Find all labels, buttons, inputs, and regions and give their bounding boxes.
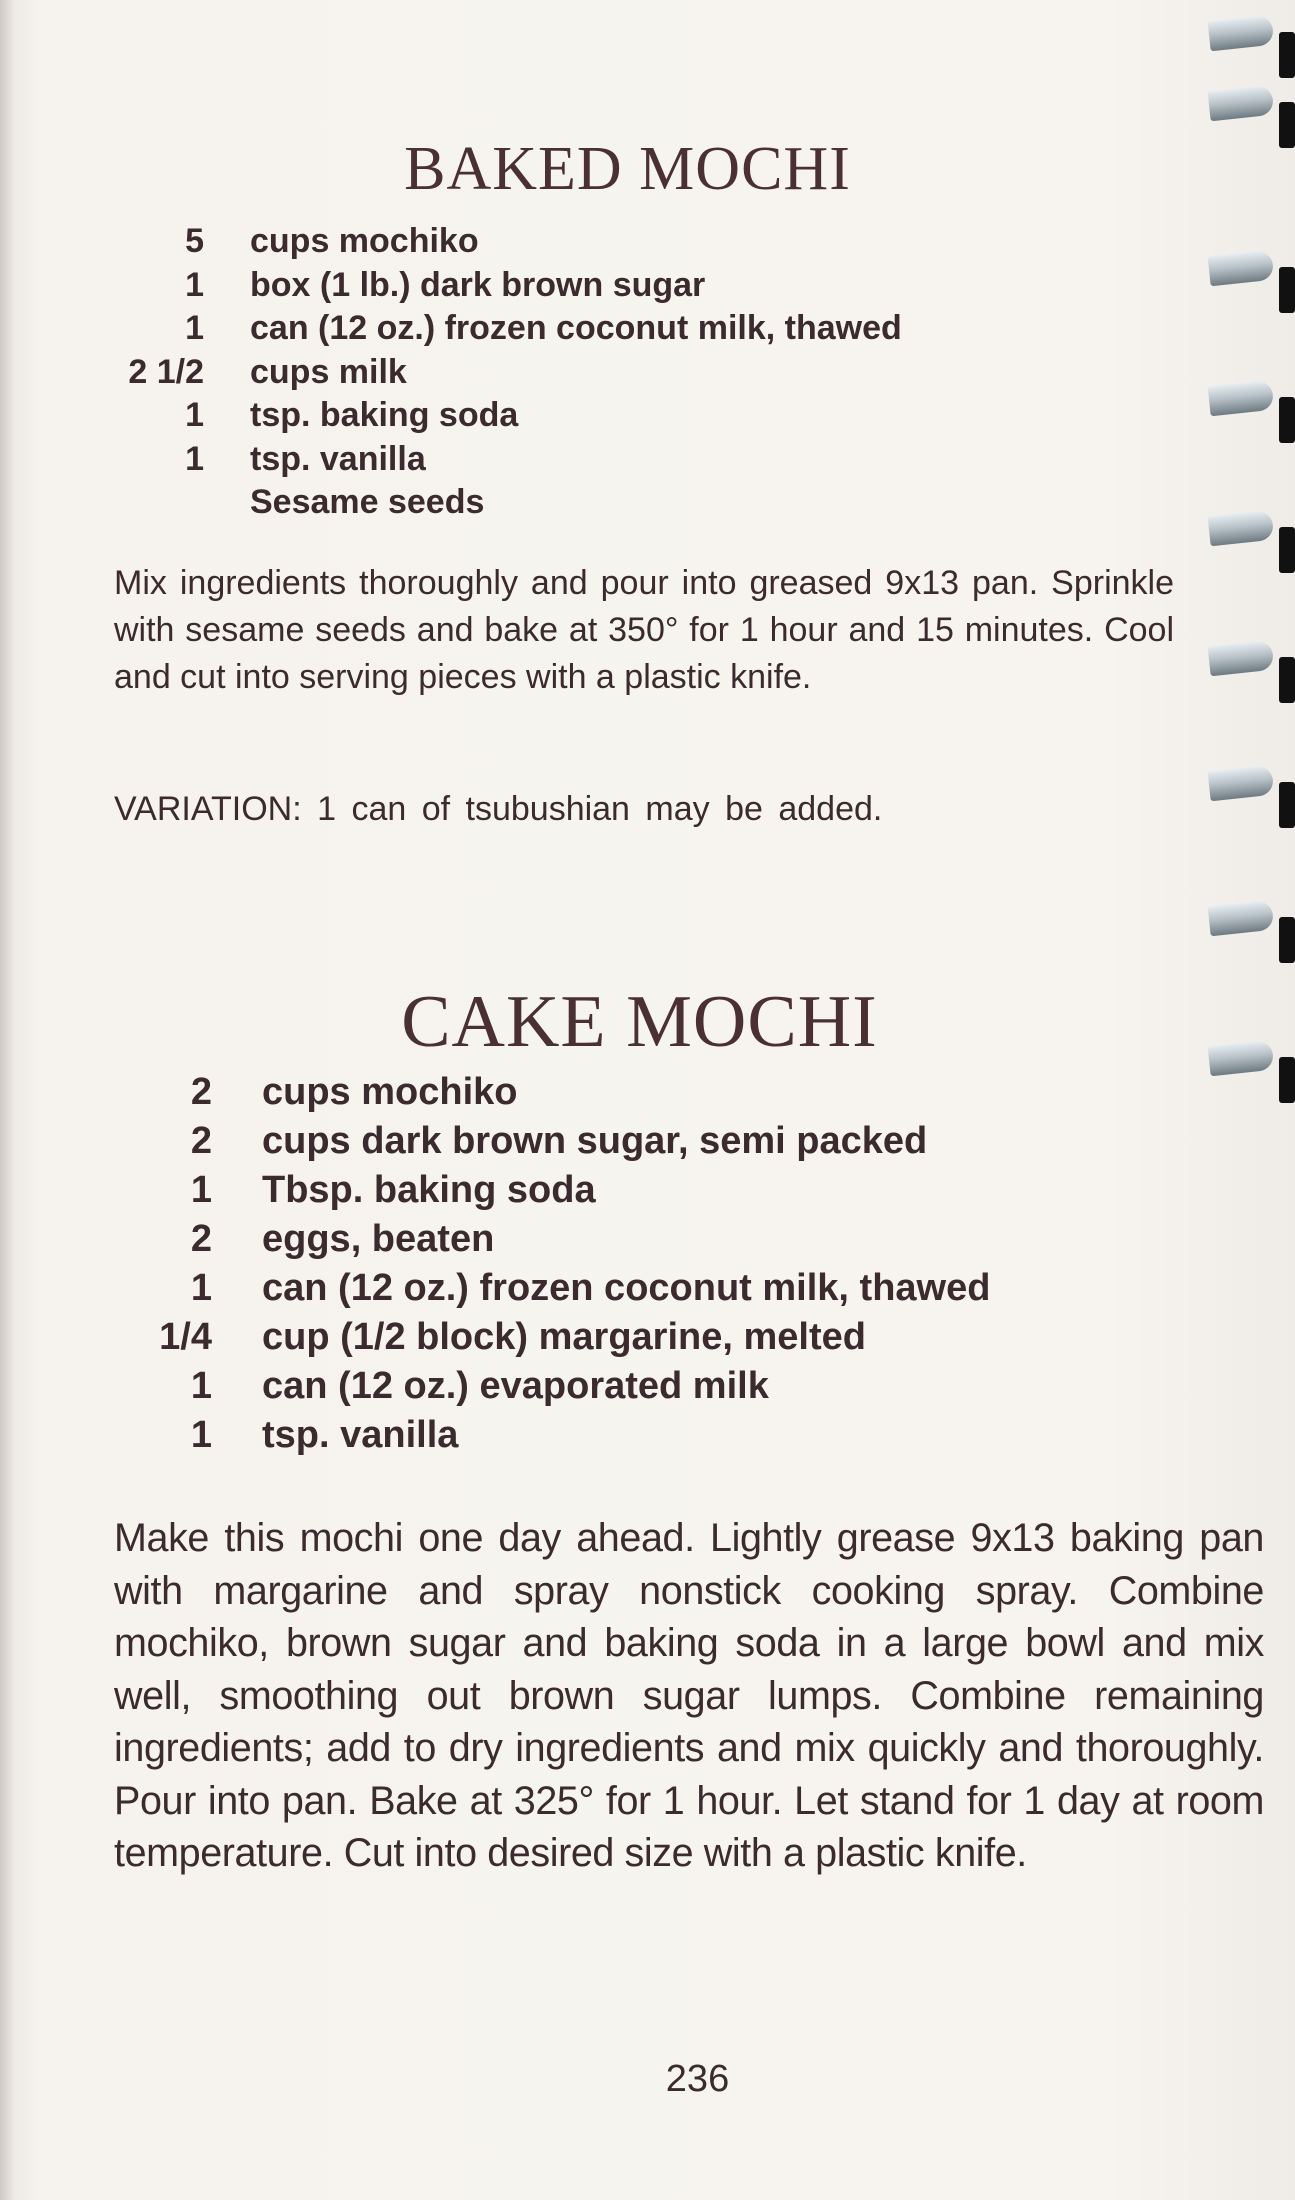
ingredient-item: cups mochiko <box>250 222 479 260</box>
ingredient-item: Sesame seeds <box>250 483 485 521</box>
ingredient-row <box>140 1411 990 1460</box>
page-edge-shadow <box>0 0 14 2200</box>
ingredient-qty: 2 1/2 <box>128 352 204 391</box>
ingredient-qty: 1 <box>190 1365 212 1407</box>
ingredient-row <box>140 1068 990 1117</box>
ingredient-row <box>110 438 902 482</box>
baked-mochi-variation: VARIATION: 1 can of tsubushian may be added. <box>114 790 883 828</box>
binding-coil <box>1209 1035 1295 1091</box>
cake-mochi-ingredients <box>140 1068 990 1460</box>
ingredient-row <box>110 307 902 351</box>
baked-mochi-ingredients <box>110 220 902 525</box>
ingredient-item: can (12 oz.) frozen coconut milk, thawed <box>262 1267 991 1309</box>
spiral-binding <box>1205 0 1295 1150</box>
ingredient-item: can (12 oz.) evaporated milk <box>262 1365 769 1407</box>
ingredient-qty: 1 <box>185 396 204 434</box>
ingredient-row <box>110 351 902 395</box>
baked-mochi-directions: Mix ingredients thoroughly and pour into greased 9x13 pan. Sprinkle with sesame seeds and bake at 350° for 1 hour and 15 minutes. Cool and cut into serving pieces with a plastic knife. <box>114 564 1174 696</box>
ingredient-item: tsp. vanilla <box>262 1414 459 1456</box>
ingredient-item: cups mochiko <box>262 1071 518 1113</box>
binding-coil <box>1209 10 1295 66</box>
ingredient-qty: 1 <box>190 1414 212 1456</box>
ingredient-row <box>110 264 902 308</box>
ingredient-row <box>140 1166 990 1215</box>
ingredient-row <box>140 1117 990 1166</box>
ingredient-row <box>140 1362 990 1411</box>
ingredient-item: box (1 lb.) dark brown sugar <box>250 265 706 304</box>
ingredient-row <box>110 481 902 525</box>
ingredient-qty: 5 <box>185 222 204 260</box>
cake-mochi-directions: Make this mochi one day ahead. Lightly grease 9x13 baking pan with margarine and spray nonstick cooking spray. Combine mochiko, brown sugar and baking soda in a large bowl and mix well, smoothing out brown sugar lumps. Combine remaining ingredients; add to dry ingredients and mix quickly and thoroughly. Pour into pan. Bake at 325° for 1 hour. Let stand for 1 day at room temperature. Cut into desired size with a plastic knife. <box>114 1516 1264 1875</box>
binding-coil <box>1209 895 1295 951</box>
binding-coil <box>1209 505 1295 561</box>
ingredient-qty: 1 <box>190 1267 212 1309</box>
ingredient-row <box>110 394 902 438</box>
ingredient-row <box>110 220 902 264</box>
ingredient-qty: 1 <box>190 1169 212 1211</box>
binding-coil <box>1209 760 1295 816</box>
binding-coil <box>1209 635 1295 691</box>
cake-mochi-title: CAKE MOCHI <box>401 980 878 1063</box>
ingredient-qty: 1 <box>185 439 204 478</box>
ingredient-row <box>140 1313 990 1362</box>
ingredient-qty: 1/4 <box>159 1316 212 1358</box>
ingredient-item: cup (1/2 block) margarine, melted <box>262 1316 866 1358</box>
page-number: 236 <box>665 2058 730 2100</box>
ingredient-item: cups dark brown sugar, semi packed <box>262 1120 928 1162</box>
ingredient-item: can (12 oz.) frozen coconut milk, thawed <box>250 309 902 347</box>
ingredient-qty: 2 <box>190 1071 212 1113</box>
ingredient-qty: 1 <box>185 265 204 304</box>
binding-coil <box>1209 80 1295 136</box>
ingredient-qty: 2 <box>190 1218 212 1260</box>
ingredient-item: tsp. vanilla <box>250 439 426 478</box>
ingredient-row <box>140 1215 990 1264</box>
ingredient-qty: 2 <box>190 1120 212 1162</box>
ingredient-item: cups milk <box>250 352 407 391</box>
ingredient-qty: 1 <box>185 309 204 347</box>
ingredient-item: tsp. baking soda <box>250 396 519 434</box>
baked-mochi-title: BAKED MOCHI <box>404 134 851 203</box>
ingredient-item: Tbsp. baking soda <box>262 1169 596 1211</box>
binding-coil <box>1209 245 1295 301</box>
ingredient-item: eggs, beaten <box>262 1218 495 1260</box>
binding-coil <box>1209 375 1295 431</box>
ingredient-row <box>140 1264 990 1313</box>
